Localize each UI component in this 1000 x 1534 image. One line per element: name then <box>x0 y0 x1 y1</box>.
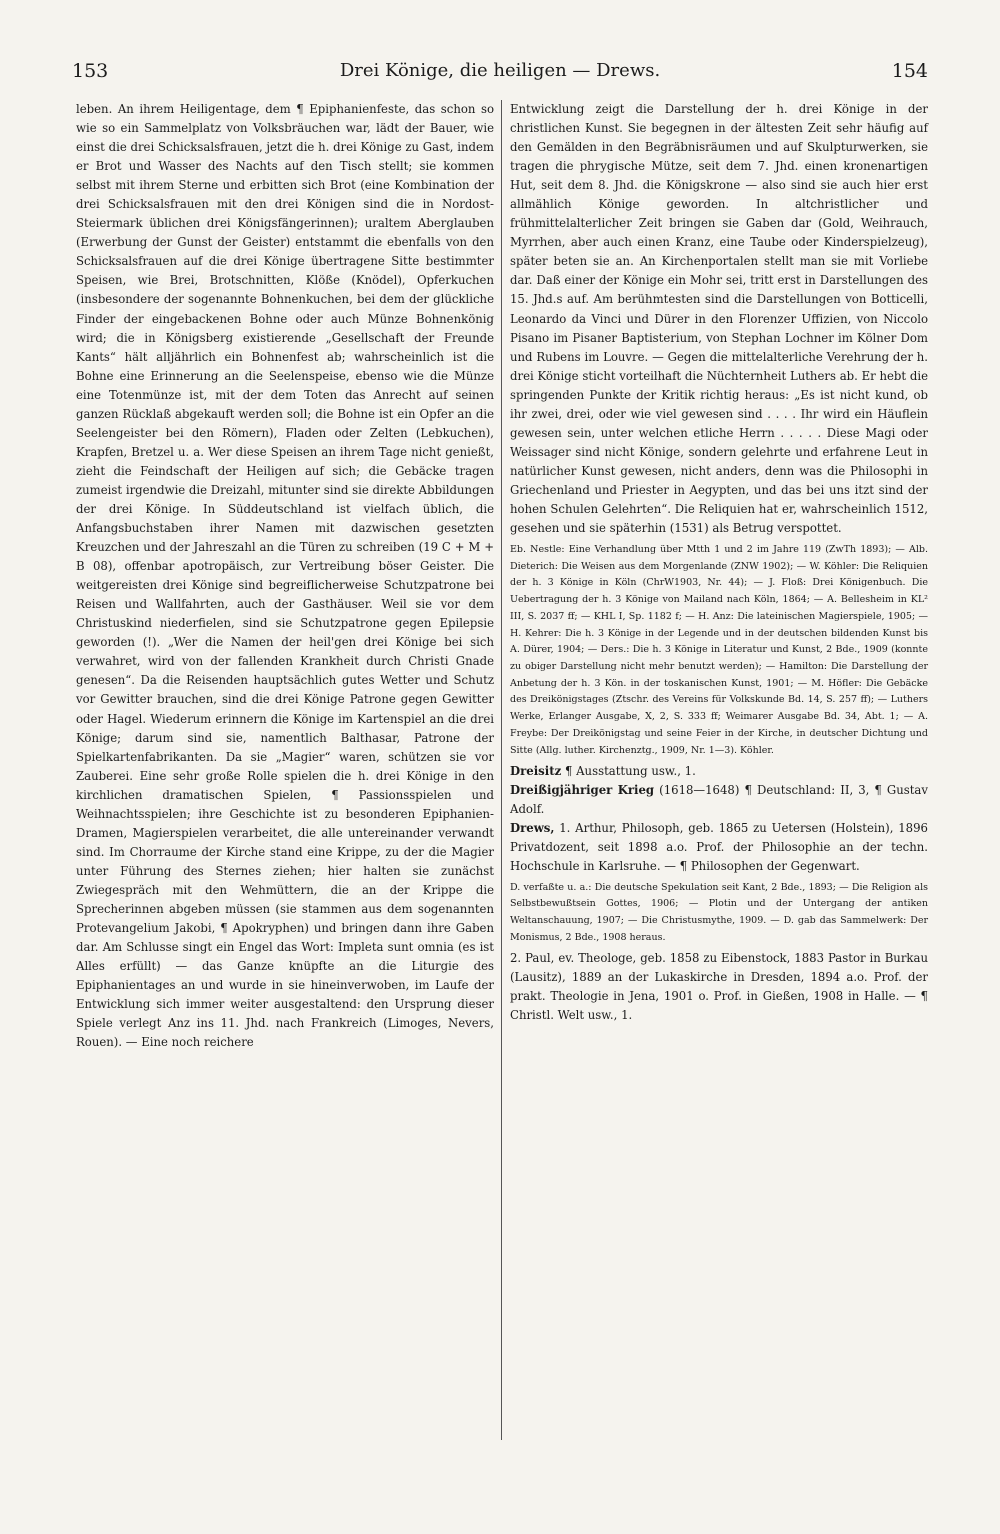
entry-drews-paul: 2. Paul, ev. Theologe, geb. 1858 zu Eibenstock, 1883 Pastor in Burkau (Lausitz), 1889 an der Lukaskirche in Dresden, 1894 a.o. Prof. der prakt. Theologie in Jena, 1901 o. Prof. in Gießen, 1908 in Halle. — ¶ Christl. Welt usw., 1. <box>510 951 928 1023</box>
entry-head: Dreisitz <box>510 764 562 779</box>
entry-dreissigjaehriger-krieg <box>510 781 928 819</box>
entry-head: Dreißigjähriger Krieg <box>510 783 655 798</box>
entry-text: (1618—1648) ¶ Deutschland: II, 3, ¶ Gustav Adolf. <box>510 783 928 817</box>
literature-list: Eb. Nestle: Eine Verhandlung über Mtth 1 und 2 im Jahre 119 (ZwTh 1893); — Alb. Dieterich: Die Weisen aus dem Morgenlande (ZNW 1902); — W. Köhler: Die Reliquien der h. 3 Könige in Köln (ChrW1903, Nr. 44); — J. Floß: Drei Königenbuch. Die Uebertragung der h. 3 Könige von Mailand nach Köln, 1864; — A. Bellesheim in KL² III, S. 2037 ff; — KHL I, Sp. 1182 f; — H. Anz: Die lateinischen Magierspiele, 1905; — H. Kehrer: Die h. 3 Könige in der Legende und in der deutschen bildenden Kunst bis A. Dürer, 1904; — Ders.: Die h. 3 Könige in Literatur und Kunst, 2 Bde., 1909 (konnte zu obiger Darstellung nicht mehr benutzt werden); — Hamilton: Die Darstellung der Anbetung der h. 3 Kön. in der toskanischen Kunst, 1901; — M. Höfler: Die Gebäcke des Dreikönigstages (Ztschr. des Vereins für Volkskunde Bd. 14, S. 257 ff); — Luthers Werke, Erlanger Ausgabe, X, 2, S. 333 ff; Weimarer Ausgabe Bd. 34, Abt. 1; — A. Freybe: Der Dreikönigstag und seine Feier in der Kirche, in deutscher Dichtung und Sitte (Allg. luther. Kirchenztg., 1909, Nr. 1—3). Köhler. <box>510 544 928 756</box>
running-header <box>72 60 928 88</box>
column-divider <box>501 100 502 1440</box>
page-number-right: 154 <box>891 60 928 82</box>
right-column <box>510 100 928 1026</box>
entry-text: 1. Arthur, Philosoph, geb. 1865 zu Uetersen (Holstein), 1896 Privatdozent, seit 1898 a.o. Prof. der Philosophie an der techn. Hochschule in Karlsruhe. — ¶ Philosophen der Gegenwart. <box>510 821 928 874</box>
header-title: Drei Könige, die heiligen — Drews. <box>339 60 661 81</box>
entry-drews <box>510 819 928 876</box>
right-column-text: Entwicklung zeigt die Darstellung der h. drei Könige in der christlichen Kunst. Sie begegnen in der ältesten Zeit sehr häufig auf den Gemälden in den Begräbnisräumen und auf Skulpturwerken, sie tragen die phrygische Mütze, seit dem 7. Jhd. einen kronenartigen Hut, seit dem 8. Jhd. die Königskrone — also sind sie auch hier erst allmählich Könige geworden. In altchristlicher und frühmittelalterlicher Zeit bringen sie Gaben dar (Gold, Weihrauch, Myrrhen, aber auch einen Kranz, eine Taube oder Kinderspielzeug), später beten sie an. An Kirchenportalen stellt man sie mit Vorliebe dar. Daß einer der Könige ein Mohr sei, tritt erst in Darstellungen des 15. Jhd.s auf. Am berühmtesten sind die Darstellungen von Botticelli, Leonardo da Vinci und Dürer in den Florenzer Uffizien, von Niccolo Pisano im Pisaner Baptisterium, von Stephan Lochner im Kölner Dom und Rubens im Louvre. — Gegen die mittelalterliche Verehrung der h. drei Könige sticht vorteilhaft die Nüchternheit Luthers ab. Er hebt die springenden Punkte der Kritik richtig heraus: „Es ist nicht kund, ob ihr zwei, drei, oder wie viel gewesen sind . . . . Ihr wird ein Häuflein gewesen sein, unter welchen etliche Herrn . . . . . Diese Magi oder Weissager sind nicht Könige, sondern gelehrte und erfahrene Leut in natürlicher Kunst gewesen, nicht anders, denn was die Philosophi in Griechenland und Priester in Aegypten, und das bei uns itzt sind der hohen Schulen Gelehrten“. Die Reliquien hat er, wahrscheinlich 1512, gesehen und sie späterhin (1531) als Betrug verspottet. <box>510 102 928 536</box>
entry-head: Drews, <box>510 821 555 836</box>
entry-dreisitz <box>510 762 928 781</box>
page-number-left: 153 <box>72 60 109 82</box>
left-column <box>76 100 494 1052</box>
left-column-text: leben. An ihrem Heiligentage, dem ¶ Epiphanienfeste, das schon so wie so ein Sammelplatz von Volksbräuchen war, lädt der Bauer, wie einst die drei Schicksalsfrauen, jetzt die h. drei Könige zu Gast, indem er Brot und Wasser des Nachts auf den Tisch stellt; sie kommen selbst mit ihrem Sterne und erbitten sich Brot (eine Kombination der drei Schicksalsfrauen mit den drei Königen sind die in Nordost-Steiermark üblichen drei Königsfängerinnen); uraltem Aberglauben (Erwerbung der Gunst der Geister) entstammt die ebenfalls von den Schicksalsfrauen auf die drei Könige übertragene Sitte bestimmter Speisen, wie Brei, Brotschnitten, Klöße (Knödel), Opferkuchen (insbesondere der sogenannte Bohnenkuchen, bei dem der glückliche Finder der eingebackenen Bohne oder auch Münze Bohnenkönig wird; die in Königsberg existierende „Gesellschaft der Freunde Kants“ hält alljährlich ein Bohnenfest ab; wahrscheinlich ist die Bohne eine Erinnerung an die Seelenspeise, ebenso wie die Münze eine Totenmünze ist, mit der dem Toten das Anrecht auf seinen ganzen Rücklaß abgekauft werden soll; die Bohne ist ein Opfer an die Seelengeister bei den Römern), Fladen oder Zelten (Lebkuchen), Krapfen, Bretzel u. a. Wer diese Speisen an ihrem Tage nicht genießt, zieht die Feindschaft der Heiligen auf sich; die Gebäcke tragen zumeist irgendwie die Dreizahl, mitunter sind sie direkte Abbildungen der drei Könige. In Süddeutschland ist vielfach üblich, die Anfangsbuchstaben ihrer Namen mit dazwischen gesetzten Kreuzchen und der Jahreszahl an die Türen zu schreiben (19 C + M + B 08), offenbar apotropäisch, zur Vertreibung böser Geister. Die weitgereisten drei Könige sind begreiflicherweise Schutzpatrone bei Reisen und Wallfahrten, auch der Gasthäuser. Weil sie vor dem Christuskind niederfielen, sind sie Schutzpatrone gegen Epilepsie geworden (!). „Wer die Namen der heil'gen drei Könige bei sich verwahret, wird von der fallenden Krankheit durch Christi Gnade genesen“. Da die Reisenden hauptsächlich gutes Wetter und Schutz vor Gewitter brauchen, sind die drei Könige Patrone gegen Gewitter oder Hagel. Wiederum erinnern die Könige im Kartenspiel an die drei Könige; darum sind sie, namentlich Balthasar, Patrone der Spielkartenfabrikanten. Da sie „Magier“ waren, schützen sie vor Zauberei. Eine sehr große Rolle spielen die h. drei Könige in den kirchlichen dramatischen Spielen, ¶ Passionsspielen und Weihnachtsspielen; ihre Geschichte ist zu besonderen Epiphanien-Dramen, Magierspielen verarbeitet, die alle untereinander verwandt sind. Im Chorraume der Kirche stand eine Krippe, zu der die Magier unter Führung des Sternes ziehen; hier halten sie zunächst Zwiegespräch mit den Wehmüttern, die an der Krippe die Sprecherinnen abgeben müssen (sie stammen aus dem sogenannten Protevangelium Jakobi, ¶ Apokryphen) und bringen dann ihre Gaben dar. Am Schlusse singt ein Engel das Wort: Impleta sunt omnia (es ist Alles erfüllt) — das Ganze knüpfte an die Liturgie des Epiphanientages an und wurde in sie hineinverwoben, im Laufe der Entwicklung sich immer weiter ausgestaltend: den Ursprung dieser Spiele verlegt Anz ins 11. Jhd. nach Frankreich (Limoges, Nevers, Rouen). — Eine noch reichere <box>76 102 495 1050</box>
drews-literature: D. verfaßte u. a.: Die deutsche Spekulation seit Kant, 2 Bde., 1893; — Die Religion als Selbstbewußtsein Gottes, 1906; — Plotin und der Untergang der antiken Weltanschauung, 1907; — Die Christusmythe, 1909. — D. gab das Sammelwerk: Der Monismus, 2 Bde., 1908 heraus. <box>510 881 928 943</box>
entry-text: ¶ Ausstattung usw., 1. <box>561 764 696 779</box>
